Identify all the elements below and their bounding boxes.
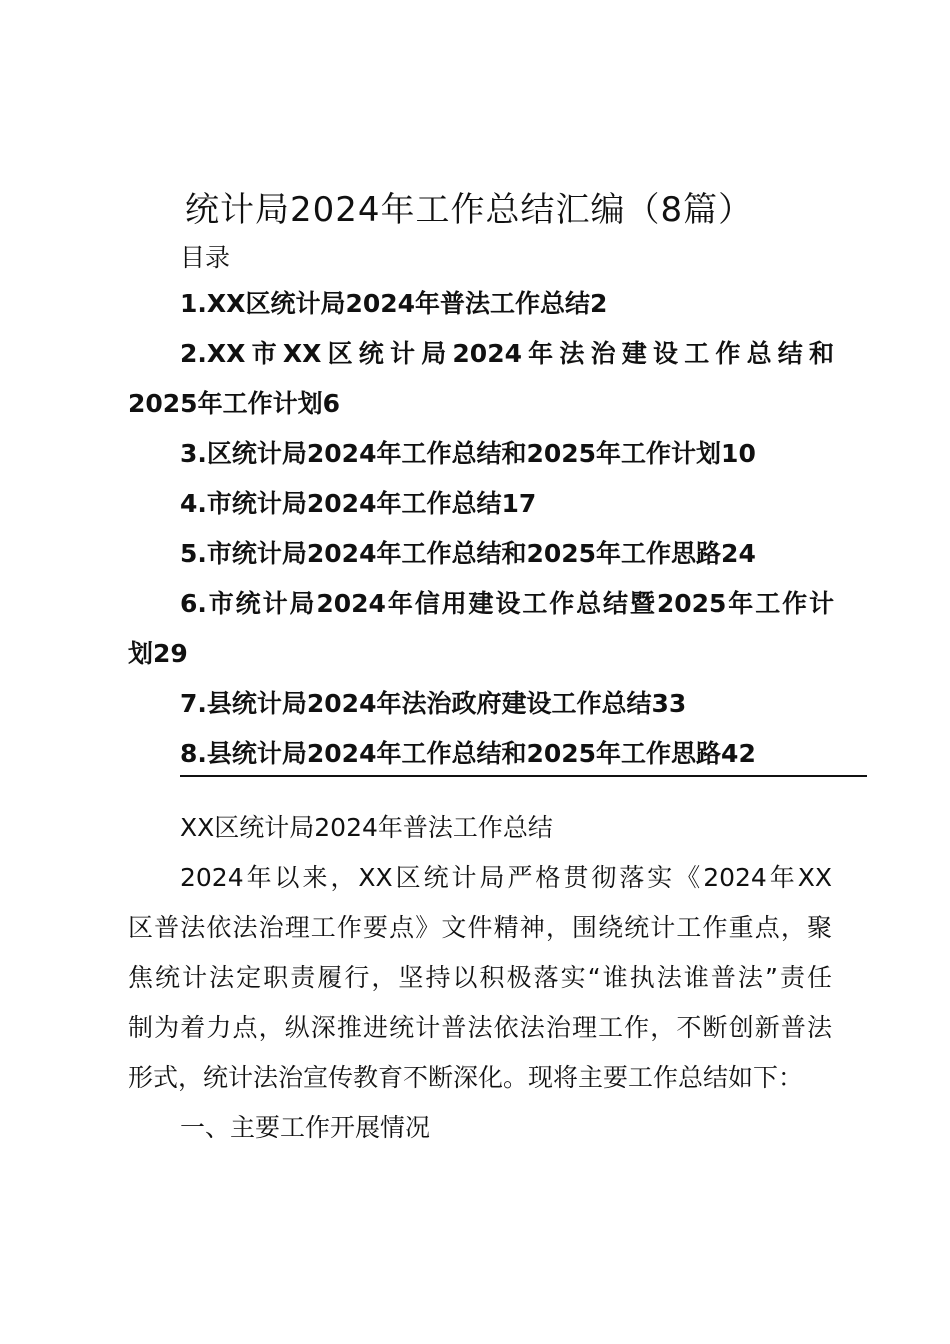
toc-entry-5[interactable]: 5.市统计局2024年工作总结和2025年工作思路24	[180, 539, 756, 568]
paragraph-line: 形式，统计法治宣传教育不断深化。现将主要工作总结如下：	[128, 1063, 804, 1092]
toc-entry-4[interactable]: 4.市统计局2024年工作总结17	[180, 489, 537, 518]
toc-divider	[180, 775, 867, 777]
toc-label: 目录	[180, 243, 231, 272]
toc-entry-6[interactable]: 6.市统计局2024年信用建设工作总结暨2025年工作计	[180, 589, 834, 618]
paragraph-line: 制为着力点，纵深推进统计普法依法治理工作，不断创新普法	[128, 1013, 832, 1042]
toc-entry-2-continued[interactable]: 2025年工作计划6	[128, 389, 340, 418]
paragraph-line: 区普法依法治理工作要点》文件精神，围绕统计工作重点，聚	[128, 913, 832, 942]
paragraph-line: 2024年以来，XX区统计局严格贯彻落实《2024年XX	[180, 863, 832, 892]
toc-entry-7[interactable]: 7.县统计局2024年法治政府建设工作总结33	[180, 689, 687, 718]
paragraph-line: 焦统计法定职责履行，坚持以积极落实“谁执法谁普法”责任	[128, 963, 832, 992]
section-heading: 一、主要工作开展情况	[180, 1113, 431, 1142]
document-title: 统计局2024年工作总结汇编（8篇）	[185, 190, 754, 230]
toc-entry-2[interactable]: 2.XX市XX区统计局2024年法治建设工作总结和	[180, 339, 834, 368]
toc-entry-1[interactable]: 1.XX区统计局2024年普法工作总结2	[180, 289, 608, 318]
toc-entry-3[interactable]: 3.区统计局2024年工作总结和2025年工作计划10	[180, 439, 756, 468]
toc-entry-6-continued[interactable]: 划29	[128, 639, 188, 668]
article-heading: XX区统计局2024年普法工作总结	[180, 813, 553, 842]
toc-entry-8[interactable]: 8.县统计局2024年工作总结和2025年工作思路42	[180, 739, 756, 768]
